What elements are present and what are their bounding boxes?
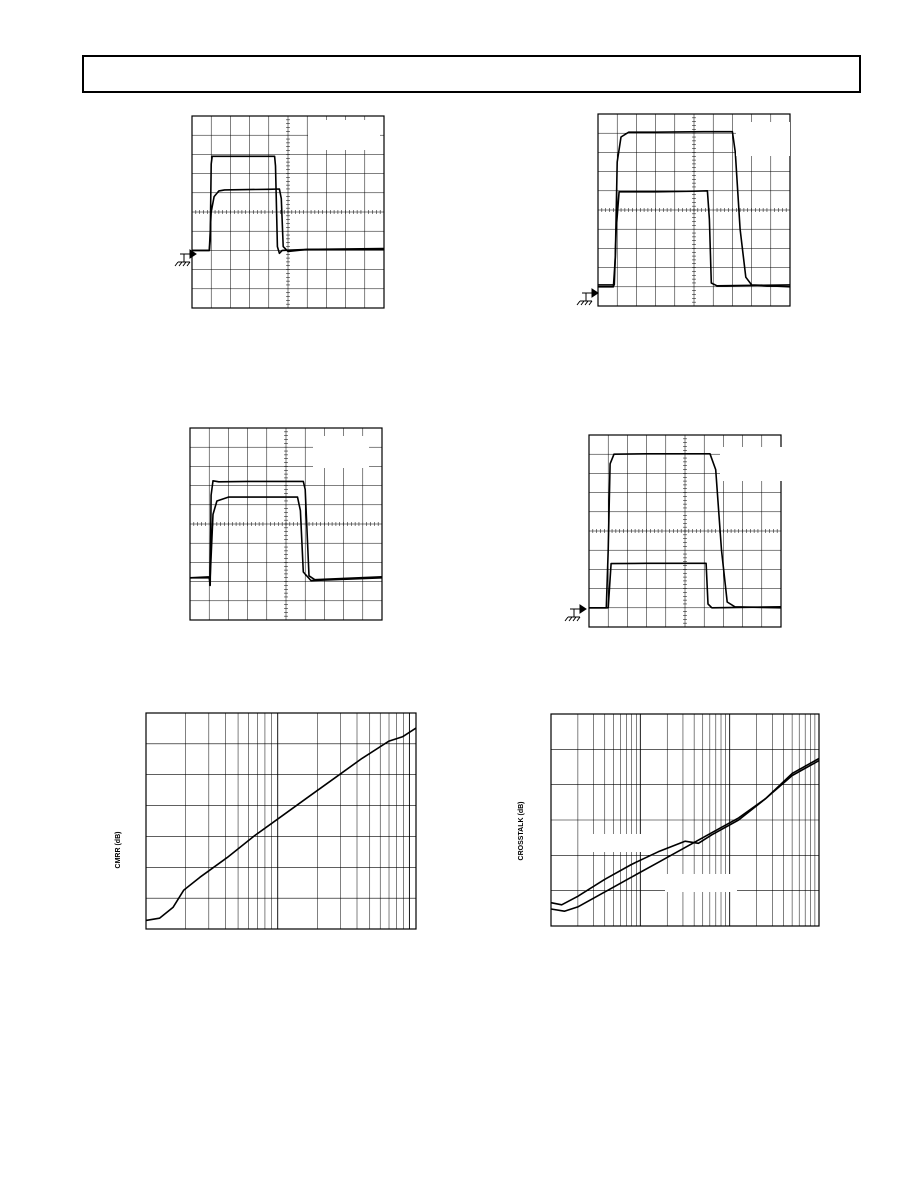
ground-icon [565, 609, 580, 621]
plot-series-line-1 [146, 728, 416, 920]
ground-arrow-icon [582, 289, 598, 297]
cmrr-y-axis-label: CMRR (dB) [115, 831, 122, 869]
ground-icon [577, 293, 592, 305]
scope-figure-3 [158, 428, 388, 628]
page-header-box [82, 55, 861, 93]
crosstalk-y-axis-label: CROSSTALK (dB) [518, 801, 525, 861]
ground-symbol [577, 289, 598, 305]
ground-symbol [565, 605, 586, 621]
scope-label-box [308, 120, 380, 150]
series-label-box-2 [665, 874, 737, 892]
ground-symbol [175, 250, 196, 266]
log-series [146, 728, 416, 920]
ground-arrow-icon [570, 605, 586, 613]
series-label-box-1 [593, 834, 655, 852]
scope-figure-4 [558, 433, 788, 633]
log-grid [146, 713, 416, 929]
scope-label-box [736, 122, 790, 156]
scope-figure-1 [160, 112, 390, 312]
scope-label-box [720, 447, 782, 481]
cmrr-plot [100, 708, 430, 938]
log-grid [551, 714, 819, 926]
crosstalk-plot [505, 708, 835, 938]
scope-label-box [313, 436, 369, 468]
ground-icon [175, 254, 190, 266]
plot-frame [146, 713, 416, 929]
scope-figure-2 [568, 114, 798, 314]
